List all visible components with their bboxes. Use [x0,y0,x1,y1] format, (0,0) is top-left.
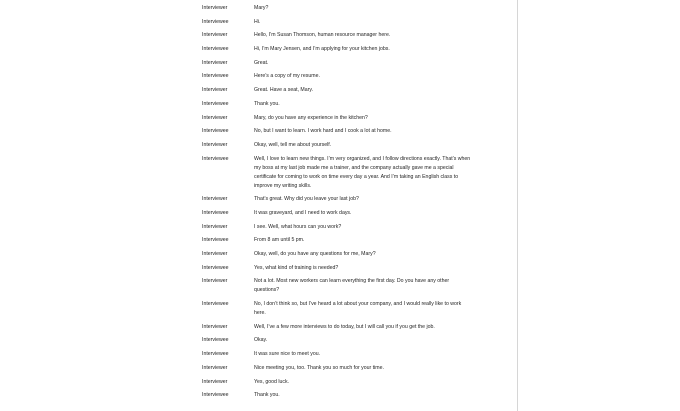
speaker-label: Interviewer [202,141,228,148]
utterance-text: Okay, well, tell me about yourself. [254,141,332,148]
speaker-label: Interviewee [202,209,229,216]
speaker-label: Interviewer [202,223,228,230]
utterance-text: Well, I’ve a few more interviews to do today, but I will call you if you get the job. [254,323,435,330]
speaker-label: Interviewee [202,18,229,25]
speaker-label: Interviewer [202,32,228,39]
utterance-text: Great. [254,59,269,66]
transcript-row [202,195,502,204]
transcript-row [202,277,502,295]
transcript-row [202,86,502,95]
utterance-text: Yes, good luck. [254,378,289,385]
transcript-row [202,336,502,345]
transcript-row [202,323,502,332]
utterance-text: Nice meeting you, too. Thank you so much for your time. [254,364,384,371]
transcript-row [202,114,502,123]
utterance-text: No, but I want to learn. I work hard and I cook a lot at home. [254,128,392,135]
utterance-text: From 8 am until 5 pm. [254,237,305,244]
speaker-label: Interviewer [202,278,228,285]
speaker-label: Interviewee [202,237,229,244]
document-margin [518,0,680,411]
transcript-row [202,127,502,136]
speaker-label: Interviewee [202,301,229,308]
transcript-row [202,300,502,318]
utterance-text: Well, I love to learn new things. I’m very organized, and I follow directions exactly. That’s when my boss at my last job made me a trainer, and the company actually gave me a special certificate for coming to work on time every day a year. And I’m taking an English class to improve my writing skills. [254,155,471,189]
transcript-row [202,264,502,273]
speaker-label: Interviewee [202,337,229,344]
utterance-text: Thank you. [254,100,280,107]
utterance-text: It was sure nice to meet you. [254,351,321,358]
transcript-row [202,223,502,232]
speaker-label: Interviewer [202,87,228,94]
utterance-text: Okay, well, do you have any questions for me, Mary? [254,251,376,257]
transcript-row [202,31,502,40]
speaker-label: Interviewer [202,323,228,330]
speaker-label: Interviewer [202,364,228,371]
transcript-row [202,18,502,27]
speaker-label: Interviewee [202,46,229,53]
transcript-row [202,350,502,359]
utterance-text: Okay. [254,337,268,344]
speaker-label: Interviewee [202,264,229,271]
speaker-label: Interviewee [202,73,229,80]
transcript-row [202,100,502,109]
utterance-text: Here’s a copy of my resume. [254,73,320,80]
speaker-label: Interviewer [202,251,228,257]
transcript-row [202,250,502,259]
speaker-label: Interviewer [202,59,228,66]
speaker-label: Interviewee [202,351,229,358]
utterance-text: No, I don’t think so, but I’ve heard a lot about your company, and I would really like to work here. [254,301,462,317]
speaker-label: Interviewer [202,378,228,385]
utterance-text: I see. Well, what hours can you work? [254,223,342,230]
transcript-row [202,72,502,81]
utterance-text: That’s great. Why did you leave your last job? [254,196,359,203]
utterance-text: Thank you. [254,392,280,399]
utterance-text: It was graveyard, and I need to work days. [254,209,352,216]
utterance-text: Great. Have a seat, Mary. [254,87,314,94]
transcript-row [202,391,502,400]
utterance-text: Mary, do you have any experience in the kitchen? [254,114,368,121]
transcript-row [202,155,502,191]
utterance-text: Hi. [254,18,261,25]
transcript-table [202,4,502,400]
transcript-row [202,236,502,245]
utterance-text: Mary? [254,5,269,11]
speaker-label: Interviewer [202,196,228,203]
speaker-label: Interviewee [202,155,229,162]
utterance-text: Hello, I’m Susan Thomson, human resource manager here. [254,32,391,39]
speaker-label: Interviewer [202,5,228,11]
transcript-row [202,59,502,68]
utterance-text: Hi, I’m Mary Jensen, and I’m applying for your kitchen jobs. [254,46,390,53]
speaker-label: Interviewee [202,128,229,135]
speaker-label: Interviewee [202,392,229,399]
transcript-row [202,378,502,387]
utterance-text: Yes, what kind of training is needed? [254,264,339,271]
transcript-row [202,45,502,54]
transcript-row [202,209,502,218]
speaker-label: Interviewee [202,100,229,107]
transcript-row [202,4,502,13]
utterance-text: Not a lot. Most new workers can learn everything the first day. Do you have any other questions? [254,278,450,294]
transcript-row [202,364,502,373]
speaker-label: Interviewer [202,114,228,121]
transcript-row [202,141,502,150]
